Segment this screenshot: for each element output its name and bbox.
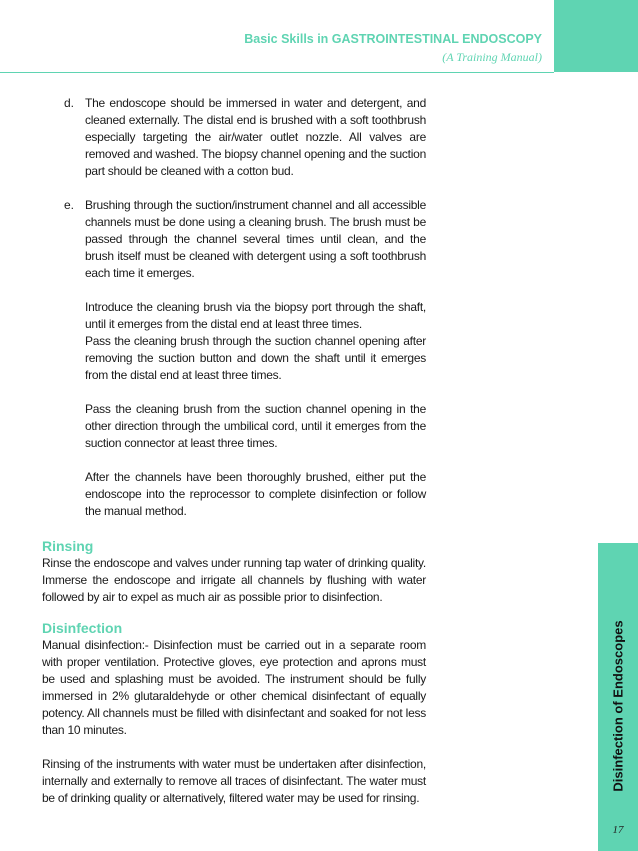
section-heading: Rinsing [42,538,94,554]
section-rinsing [42,537,426,606]
header-rule [0,72,554,73]
paragraph: Pass the cleaning brush through the suction channel opening after removing the suction button and down the shaft until it emerges from the distal end at least three times. [85,334,426,382]
paragraph: Brushing through the suction/instrument channel and all accessible channels must be done using a cleaning brush. The brush must be passed through the channel several times until clean, and the brush itself must be cleaned with detergent using a soft toothbrush each time it emerges. [85,198,426,280]
list-marker: d. [64,96,75,110]
paragraph: Rinsing of the instruments with water must be undertaken after disinfection, internally and externally to remove all traces of disinfectant. The water must be of drinking quality or alternatively, filtered water may be used for rinsing. [42,757,426,805]
paragraph: Manual disinfection:- Disinfection must be carried out in a separate room with proper ventilation. Protective gloves, eye protection and aprons must be used and splashing must be avoided. The instrument should be fully immersed in 2% glutaraldehyde or other chemical disinfectant of equally potency. All channels must be filled with disinfectant and soaked for not less than 10 minutes. [42,638,426,737]
list-marker: e. [64,198,75,212]
header-tab-block [554,0,638,72]
paragraph: Pass the cleaning brush from the suction channel opening in the other direction through the umbilical cord, until it emerges from the suction connector at least three times. [85,402,426,450]
chapter-side-label: Disinfection of Endoscopes [610,620,626,792]
section-heading: Disinfection [42,620,123,636]
page-number: 17 [612,824,624,836]
paragraph: The endoscope should be immersed in water and detergent, and cleaned externally. The distal end is brushed with a soft toothbrush especially targeting the air/water outlet nozzle. All valves are removed and washed. The biopsy channel opening and the suction part should be cleaned with a cotton bud. [85,96,426,178]
section-disinfection [42,619,426,807]
list-item-d [42,95,426,180]
paragraph: After the channels have been thoroughly brushed, either put the endoscope into the reprocessor to complete disinfection or follow the manual method. [85,470,426,518]
paragraph: Introduce the cleaning brush via the biopsy port through the shaft, until it emerges from the distal end at least three times. [85,300,426,331]
list-item-e [42,197,426,520]
page-body [42,95,426,820]
running-header-subtitle: (A Training Manual) [442,50,542,64]
paragraph: Rinse the endoscope and valves under running tap water of drinking quality. Immerse the endoscope and irrigate all channels by flushing with water followed by air to expel as much air as possible prior to disinfection. [42,556,426,604]
running-header-title: Basic Skills in GASTROINTESTINAL ENDOSCOPY [244,32,542,46]
